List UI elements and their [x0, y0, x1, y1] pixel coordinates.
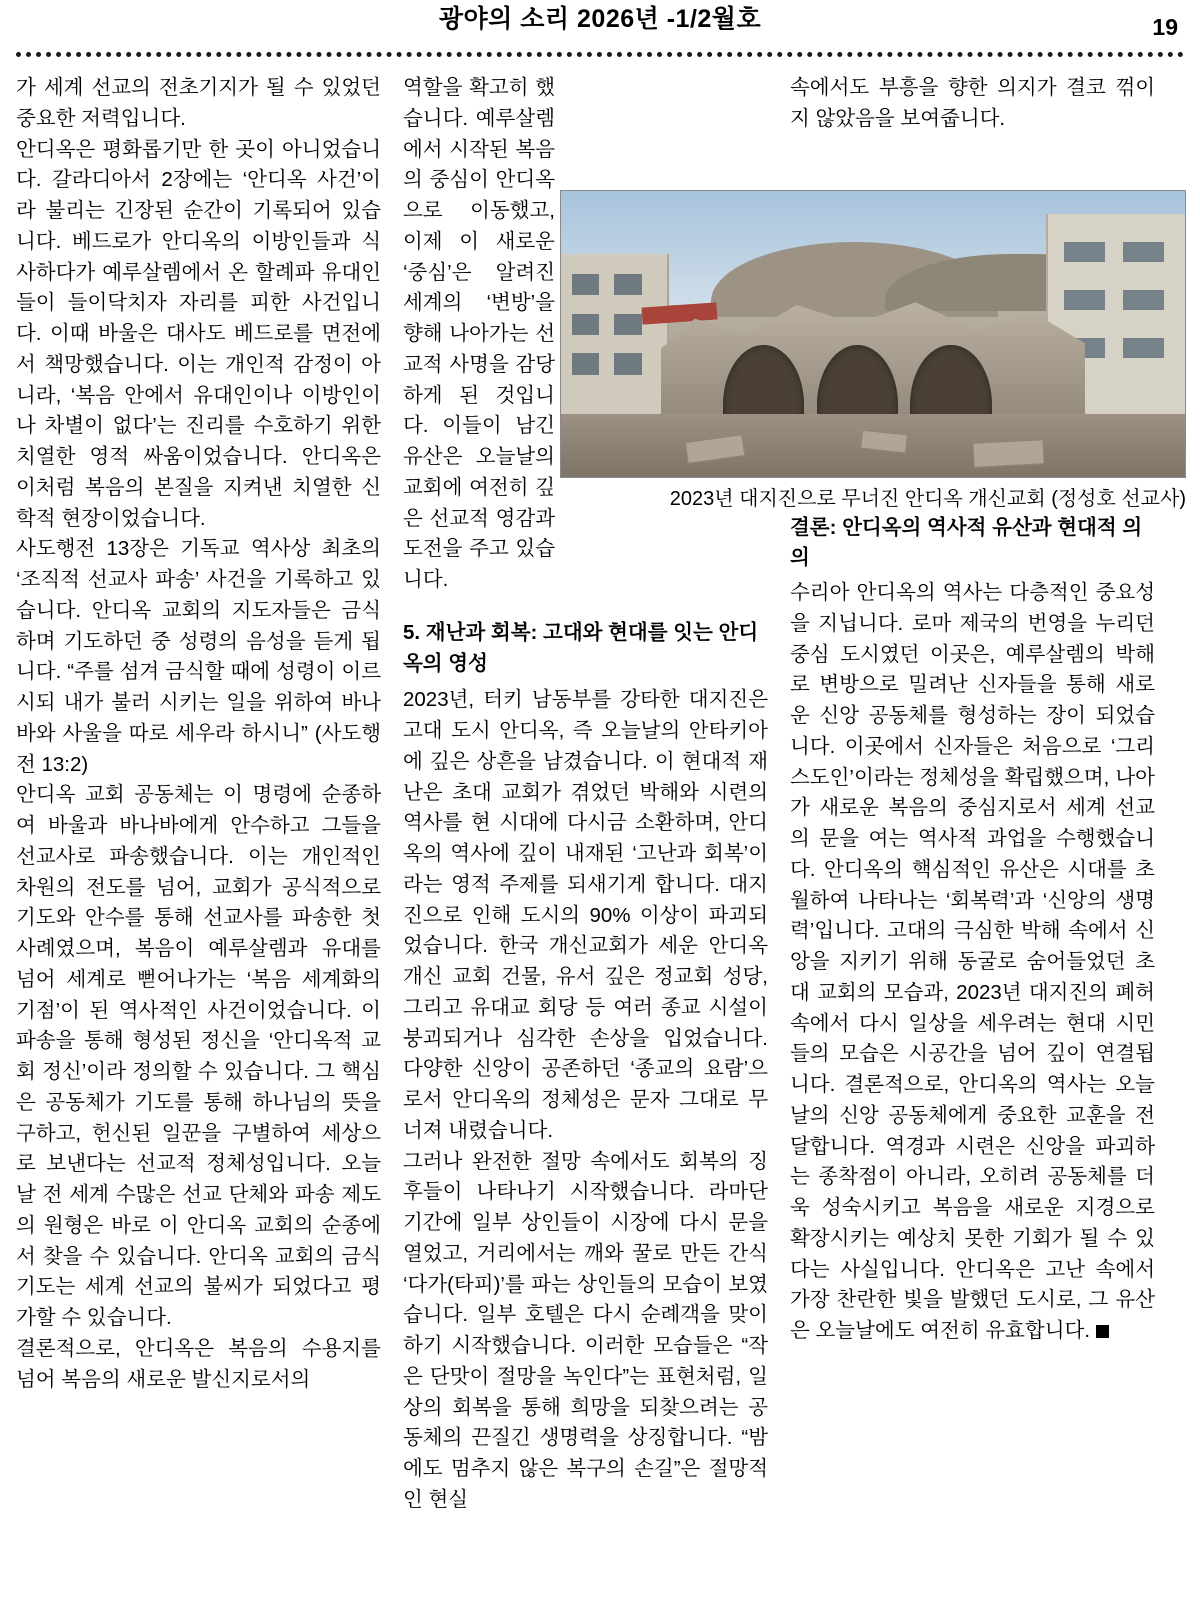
masthead	[16, 0, 1184, 42]
photo-caption: 2023년 대지진으로 무너진 안디옥 개신교회 (정성호 선교사)	[669, 488, 1186, 510]
section-heading-disaster-recovery: 5. 재난과 회복: 고대와 현대를 잇는 안디옥의 영성	[403, 620, 759, 675]
photo-window	[1064, 242, 1105, 262]
photo-window	[614, 314, 642, 336]
paragraph-text: 수리아 안디옥의 역사는 다층적인 중요성을 지닙니다. 로마 제국의 번영을 누리던 중심 도시였던 이곳은, 예루살렘의 박해로 변방으로 밀려난 신자들을 통해 새로운 신앙 공동체를 형성하는 장이 되었습니다. 이곳에서 신자들은 처음으로 ‘그리스도인’이라는 정체성을 확립했으며, 나아가 새로운 복음의 중심지로서 세계 선교의 문을 여는 역사적 과업을 수행했습니다. 안디옥의 핵심적인 유산은 시대를 초월하여 나타나는 ‘회복력’과 ‘신앙의 생명력’입니다. 고대의 극심한 박해 속에서 신앙을 지키기 위해 동굴로 숨어들었던 초대 교회의 모습과, 2023년 대지진의 폐허 속에서 다시 일상을 세우려는 현대 시민들의 모습은 시공간을 넘어 깊이 연결됩니다. 결론적으로, 안디옥의 역사는 오늘날의 신앙 공동체에게 중요한 교훈을 전달합니다. 역경과 시련은 신앙을 파괴하는 종착점이 아니라, 오히려 공동체를 더욱 성숙시키고 복음을 새로운 지경으로 확장시키는 예상치 못한 기회가 될 수 있다는 사실입니다. 안디옥은 고난 속에서 가장 찬란한 빛을 발했던 도시로, 그 유산은 오늘날에도 여전히 유효합니다.	[790, 581, 1155, 1342]
photo-debris	[972, 439, 1044, 468]
section-heading-conclusion: 결론: 안디옥의 역사적 유산과 현대적 의의	[790, 515, 1143, 570]
photo-window	[614, 353, 642, 375]
page-number: 19	[1152, 14, 1178, 40]
end-of-article-mark	[1096, 1325, 1109, 1338]
publication-title: 광야의 소리 2026년 -1/2월호	[438, 5, 762, 33]
header-divider	[16, 46, 1184, 57]
photo-red-roof	[642, 303, 718, 325]
photo-window	[572, 353, 600, 375]
paragraph: 결론적으로, 안디옥은 복음의 수용지를 넘어 복음의 새로운 발신지로서의	[16, 1336, 381, 1391]
paragraph: 그러나 완전한 절망 속에서도 회복의 징후들이 나타나기 시작했습니다. 라마단 기간에 일부 상인들이 시장에 다시 문을 열었고, 거리에서는 깨와 꿀로 만든 간식 ‘다가(타피)’를 파는 상인들의 모습이 보였습니다. 일부 호텔은 다시 순례객을 맞이하기 시작했습니다. 이러한 모습들은 “작은 단맛이 절망을 녹인다”는 표현처럼, 일상의 회복을 통해 희망을 되찾으려는 공동체의 끈질긴 생명력을 상징합니다. “밤에도 멈추지 않은 복구의 손길”은 절망적인 현실	[403, 1149, 768, 1511]
paragraph: 역할을 확고히 했습니다. 예루살렘에서 시작된 복음의 중심이 안디옥으로 이동했고, 이제 이 새로운 ‘중심’은 알려진 세계의 ‘변방’을 향해 나아가는 선교적 사명을 감당하게 된 것입니다. 이들이 남긴 유산은 오늘날의 교회에 여전히 깊은 선교적 영감과 도전을 주고 있습니다.	[403, 76, 555, 591]
photo-window	[572, 314, 600, 336]
middle-column-wrapped-text	[403, 73, 555, 596]
photo-window	[1123, 290, 1164, 310]
paragraph: 안디옥은 평화롭기만 한 곳이 아니었습니다. 갈라디아서 2장에는 ‘안디옥 사건’이라 불리는 긴장된 순간이 기록되어 있습니다. 베드로가 안디옥의 이방인들과 식사하다가 예루살렘에서 온 할례파 유대인들이 들이닥치자 자리를 피한 사건입니다. 이때 바울은 대사도 베드로를 면전에서 책망했습니다. 이는 개인적 감정이 아니라, ‘복음 안에서 유대인이나 이방인이나 차별이 없다’는 진리를 수호하기 위한 치열한 영적 싸움이었습니다. 안디옥은 이처럼 복음의 본질을 지켜낸 치열한 신학적 현장이었습니다.	[16, 137, 381, 530]
photo-window	[614, 274, 642, 296]
photo-window	[1064, 290, 1105, 310]
paragraph: 가 세계 선교의 전초기지가 될 수 있었던 중요한 저력입니다.	[16, 76, 381, 130]
photo-window	[1123, 242, 1164, 262]
left-column	[16, 73, 381, 1395]
earthquake-ruins-photo	[560, 190, 1186, 478]
paragraph	[790, 578, 1155, 1347]
photo-window	[1123, 338, 1164, 358]
paragraph: 2023년, 터키 남동부를 강타한 대지진은 고대 도시 안디옥, 즉 오늘날의 안타키아에 깊은 상흔을 남겼습니다. 이 현대적 재난은 초대 교회가 겪었던 박해와 시련의 역사를 현 시대에 다시금 소환하며, 안디옥의 역사에 깊이 내재된 ‘고난과 회복’이라는 영적 주제를 되새기게 합니다. 대지진으로 인해 도시의 90% 이상이 파괴되었습니다. 한국 개신교회가 세운 안디옥 개신 교회 건물, 유서 깊은 정교회 성당, 그리고 유대교 회당 등 여러 종교 시설이 붕괴되거나 심각한 손상을 입었습니다. 다양한 신앙이 공존하던 ‘종교의 요람’으로서 안디옥의 정체성은 문자 그대로 무너져 내렸습니다.	[403, 688, 768, 1142]
paragraph: 사도행전 13장은 기독교 역사상 최초의 ‘조직적 선교사 파송’ 사건을 기록하고 있습니다. 안디옥 교회의 지도자들은 금식하며 기도하던 중 성령의 음성을 듣게 됩니다. “주를 섬겨 금식할 때에 성령이 이르시되 내가 불러 시키는 일을 위하여 바나바와 사울을 따로 세우라 하시니” (사도행전 13:2)	[16, 537, 381, 776]
paragraph: 속에서도 부흥을 향한 의지가 결코 꺾이지 않았음을 보여줍니다.	[790, 76, 1155, 130]
paragraph: 안디옥 교회 공동체는 이 명령에 순종하여 바울과 바나바에게 안수하고 그들을 선교사로 파송했습니다. 이는 개인적인 차원의 전도를 넘어, 교회가 공식적으로 기도와 안수를 통해 선교사를 파송한 첫 사례였으며, 복음이 예루살렘과 유대를 넘어 세계로 뻗어나가는 ‘복음 세계화의 기점’이 된 역사적인 사건이었습니다. 이 파송을 통해 형성된 정신을 ‘안디옥적 교회 정신’이라 정의할 수 있습니다. 그 핵심은 공동체가 기도를 통해 하나님의 뜻을 구하고, 헌신된 일꾼을 구별하여 세상으로 보낸다는 선교적 정체성입니다. 오늘날 전 세계 수많은 선교 단체와 파송 제도의 원형은 바로 이 안디옥 교회의 순종에서 찾을 수 있습니다. 안디옥 교회의 금식기도는 세계 선교의 불씨가 되었다고 평가할 수 있습니다.	[16, 783, 381, 1329]
photo-block	[560, 190, 1186, 512]
photo-window	[572, 274, 600, 296]
photo-left-building	[561, 254, 669, 420]
